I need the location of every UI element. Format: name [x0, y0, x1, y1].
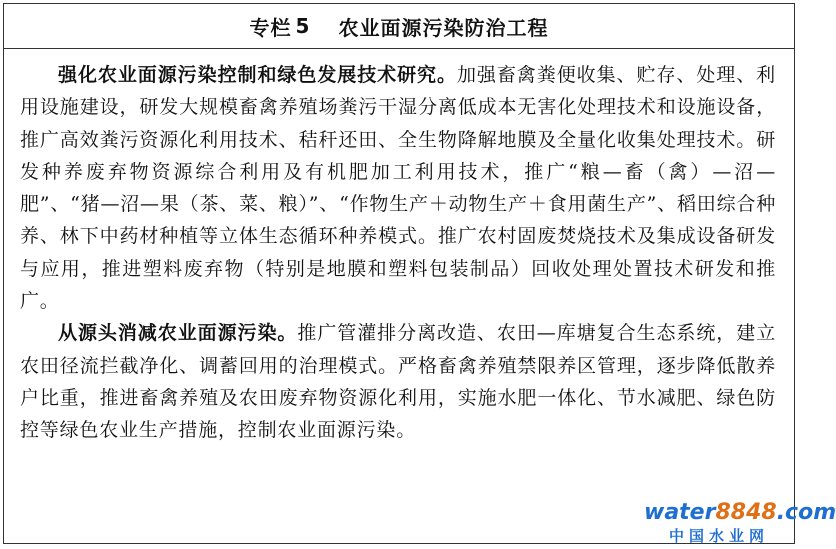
- column-box: [3, 3, 795, 544]
- paragraph-2-lead: 从源头消减农业面源污染。: [58, 322, 298, 345]
- watermark-digits: 8848: [715, 500, 777, 525]
- paragraph-1: [20, 59, 776, 317]
- column-number: 5: [295, 14, 311, 38]
- paragraph-1-lead: 强化农业面源污染控制和绿色发展技术研究。: [58, 64, 457, 86]
- paragraph-2-body: 推广管灌排分离改造、农田—库塘复合生态系统，建立农田径流拦截净化、调蓄回用的治理模式。严格畜禽养殖禁限养区管理，逐步降低散养户比重，推进畜禽养殖及农田废弃物资源化利用，实施水肥一体化、节水减肥、绿色防控等绿色农业生产措施，控制农业面源污染。: [20, 322, 777, 442]
- column-title: 农业面源污染防治工程: [338, 15, 549, 40]
- column-label: 专栏: [249, 15, 292, 40]
- column-content: [4, 49, 794, 447]
- watermark-word: water: [644, 500, 716, 525]
- watermark-tagline: 中国水业网: [668, 527, 769, 545]
- paragraph-2: [20, 317, 776, 446]
- column-header: [4, 4, 794, 49]
- site-watermark-logo: [644, 500, 836, 547]
- paragraph-1-body: 加强畜禽粪便收集、贮存、处理、利用设施建设，研发大规模畜禽养殖场粪污干湿分离低成本无害化处理技术和设施设备，推广高效粪污资源化利用技术、秸秆还田、全生物降解地膜及全量化收集处理技术。研发种养废弃物资源综合利用及有机肥加工利用技术，推广“粮—畜（禽）—沼—肥”、“猪—沼—果（茶、菜、粮）”、“作物生产＋动物生产＋食用菌生产”、稻田综合种养、林下中药材种植等立体生态循环种养模式。推广农村固废焚烧技术及集成设备研发与应用，推进塑料废弃物（特别是地膜和塑料包装制品）回收处理处置技术研发和推广。: [20, 64, 776, 313]
- watermark-suffix: .com: [776, 500, 836, 525]
- watermark-wordmark: [644, 500, 836, 525]
